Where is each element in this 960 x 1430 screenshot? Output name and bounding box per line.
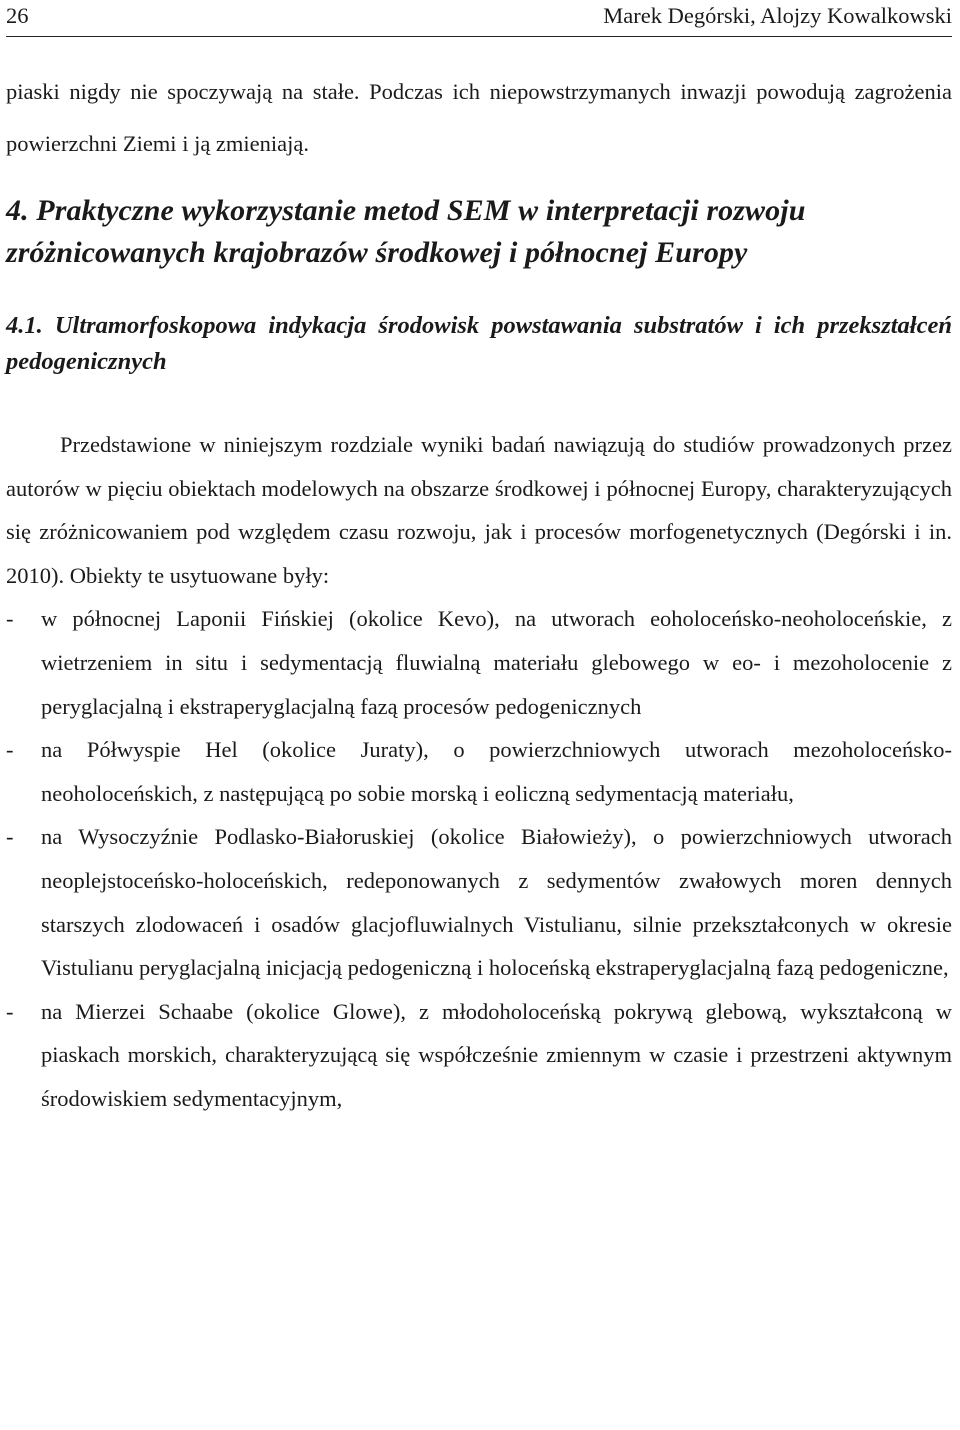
list-dash: -: [6, 737, 14, 763]
list-dash: -: [6, 998, 14, 1024]
section-heading: 4. Praktyczne wykorzystanie metod SEM w interpretacji rozwoju zróżnicowanych krajobrazów środkowej i północnej Europy: [6, 194, 806, 269]
list-dash: -: [6, 606, 14, 632]
site-list: [6, 597, 952, 1120]
running-head-authors: Marek Degórski, Alojzy Kowalkowski: [603, 3, 952, 28]
list-item-text: w północnej Laponii Fińskiej (okolice Kevo), na utworach eoholoceńsko-neoholoceńskie, z wietrzeniem in situ i sedymentacją fluwialną materiału glebowego w eo- i mezoholocenie z peryglacjalną i ekstraperyglacjalną fazą procesów pedogenicznych: [41, 606, 952, 719]
running-head: [6, 0, 952, 37]
list-item: [6, 990, 952, 1121]
list-item-text: na Wysoczyźnie Podlasko-Białoruskiej (okolice Białowieży), o powierzchniowych utworach neoplejstoceńsko-holoceńskich, redeponowanych z sedymentów zwałowych moren dennych starszych zlodowaceń i osadów glacjofluwialnych Vistulianu, silnie przekształconych w okresie Vistulianu peryglacjalną inicjacją pedogeniczną i holoceńską ekstraperyglacjalną fazą pedogeniczne,: [41, 824, 952, 981]
list-item: [6, 815, 952, 989]
page-number: 26: [6, 3, 29, 28]
list-item-text: na Mierzei Schaabe (okolice Glowe), z młodoholoceńską pokrywą glebową, wykształconą w piaskach morskich, charakteryzującą się współcześnie zmiennym w czasie i przestrzeni aktywnym środowiskiem sedymentacyjnym,: [41, 998, 952, 1111]
subsection-heading: 4.1. Ultramorfoskopowa indykacja środowisk powstawania substratów i ich przekształceń pedogenicznych: [6, 312, 952, 375]
list-item: [6, 728, 952, 815]
list-item: [6, 597, 952, 728]
list-dash: -: [6, 824, 14, 850]
body-paragraph: Przedstawione w niniejszym rozdziale wyniki badań nawiązują do studiów prowadzonych przez autorów w pięciu obiektach modelowych na obszarze środkowej i północnej Europy, charakteryzujących się zróżnicowaniem pod względem czasu rozwoju, jak i procesów morfogenetycznych (Degórski i in. 2010). Obiekty te usytuowane były:: [6, 432, 952, 588]
intro-paragraph: piaski nigdy nie spoczywają na stałe. Podczas ich niepowstrzymanych inwazji powodują zagrożenia powierzchni Ziemi i ją zmieniają.: [6, 79, 952, 156]
list-item-text: na Półwyspie Hel (okolice Juraty), o powierzchniowych utworach mezoholoceńsko-neoholoceńskich, z następującą po sobie morską i eoliczną sedymentacją materiału,: [41, 737, 952, 806]
page-content: [6, 66, 952, 1121]
